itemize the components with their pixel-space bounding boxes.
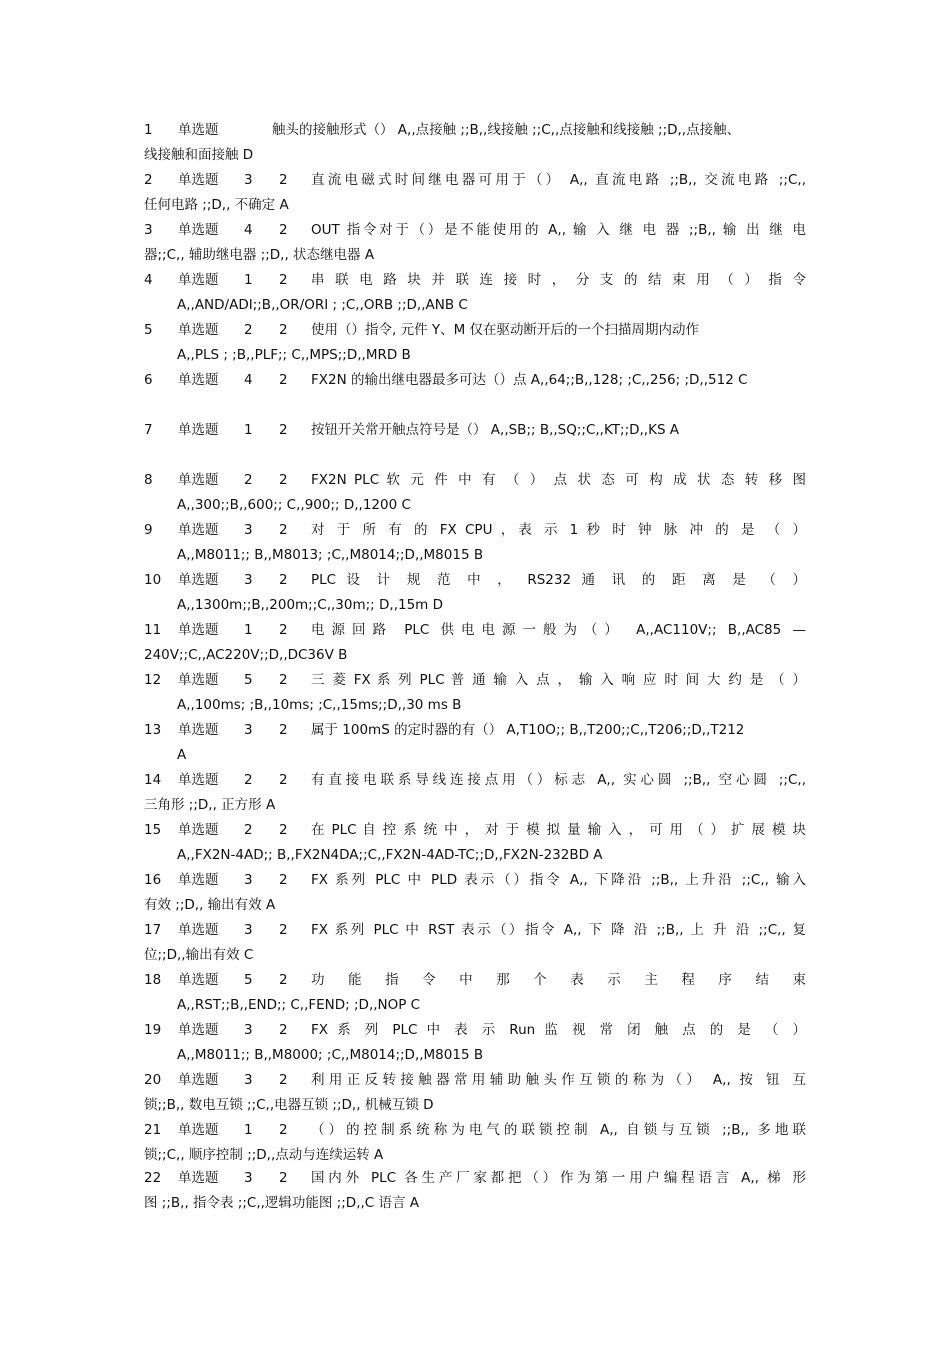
- question-score: 2: [279, 972, 288, 988]
- question-line: [144, 1118, 806, 1143]
- question-text: FX2N 的输出继电器最多可达（）点 A,,64;;B,,128; ;C,,256; ;D,,512 C: [311, 372, 748, 388]
- question-item: [144, 918, 806, 968]
- question-type: 单选题: [178, 122, 219, 138]
- question-score: 2: [279, 622, 288, 638]
- question-line: [144, 618, 806, 643]
- question-item: [144, 468, 806, 518]
- question-line: [144, 268, 806, 293]
- question-difficulty: 3: [244, 1170, 253, 1186]
- question-continuation: A,,100ms; ;B,,10ms; ;C,,15ms;;D,,30 ms B: [177, 697, 462, 713]
- question-type: 单选题: [178, 572, 219, 588]
- question-number: 12: [144, 672, 162, 688]
- question-type: 单选题: [178, 922, 219, 938]
- question-item: [144, 968, 806, 1018]
- question-text: 属于 100mS 的定时器的有（） A,T10O;; B,,T200;;C,,T206;;D,,T212: [311, 722, 745, 738]
- question-number: 9: [144, 522, 153, 538]
- question-number: 20: [144, 1072, 162, 1088]
- question-difficulty: 1: [244, 422, 253, 438]
- question-difficulty: 3: [244, 522, 253, 538]
- question-item: [144, 168, 806, 218]
- question-type: 单选题: [178, 722, 219, 738]
- question-item: [144, 218, 806, 268]
- question-continuation: A,,1300m;;B,,200m;;C,,30m;; D,,15m D: [177, 597, 443, 613]
- question-text: 使用（）指令, 元件 Y、M 仅在驱动断开后的一个扫描周期内动作: [311, 322, 700, 338]
- question-text: 利用正反转接触器常用辅助触头作互锁的称为（） A,, 按 钮 互: [311, 1072, 806, 1088]
- question-text: FX 系 列 PLC 中 表 示 Run 监 视 常 闭 触 点 的 是 （ ）: [311, 1022, 806, 1038]
- question-line: [144, 318, 806, 343]
- question-score: 2: [279, 522, 288, 538]
- question-continuation: A,,M8011;; B,,M8013; ;C,,M8014;;D,,M8015 B: [177, 547, 484, 563]
- question-number: 19: [144, 1022, 162, 1038]
- question-continuation: 器;;C,, 辅助继电器 ;;D,, 状态继电器 A: [144, 247, 375, 263]
- question-text: 对 于 所 有 的 FX CPU ，表 示 1 秒 时 钟 脉 冲 的 是 （ ）: [311, 522, 806, 538]
- question-score: 2: [279, 772, 288, 788]
- question-line: [144, 518, 806, 543]
- question-difficulty: 1: [244, 272, 253, 288]
- question-line: [144, 1018, 806, 1043]
- question-number: 1: [144, 122, 153, 138]
- question-score: 2: [279, 1170, 288, 1186]
- question-difficulty: 3: [244, 722, 253, 738]
- question-number: 7: [144, 422, 153, 438]
- question-text: 三 菱 FX 系 列 PLC 普 通 输 入 点 ， 输 入 响 应 时 间 大 约 是 （ ）: [311, 672, 806, 688]
- question-continuation: A,,300;;B,,600;; C,,900;; D,,1200 C: [177, 497, 411, 513]
- question-number: 2: [144, 172, 153, 188]
- question-continuation: 锁;;C,, 顺序控制 ;;D,,点动与连续运转 A: [144, 1147, 384, 1163]
- question-number: 3: [144, 222, 153, 238]
- question-type: 单选题: [178, 622, 219, 638]
- question-item: [144, 418, 806, 443]
- question-difficulty: 1: [244, 622, 253, 638]
- question-number: 15: [144, 822, 162, 838]
- question-continuation: 位;;D,,输出有效 C: [144, 947, 254, 963]
- question-line: [144, 868, 806, 893]
- question-text: FX 系列 PLC 中 PLD 表示（）指令 A,, 下降沿 ;;B,, 上升沿 ;;C,, 输入: [311, 872, 806, 888]
- question-type: 单选题: [178, 322, 219, 338]
- question-score: 2: [279, 572, 288, 588]
- question-line: [144, 1068, 806, 1093]
- question-score: 2: [279, 872, 288, 888]
- question-line: [144, 168, 806, 193]
- question-score: 2: [279, 722, 288, 738]
- question-text: PLC 设 计 规 范 中 ， RS232 通 讯 的 距 离 是 （ ）: [311, 572, 806, 588]
- question-difficulty: 3: [244, 172, 253, 188]
- question-type: 单选题: [178, 822, 219, 838]
- question-text: 电源回路 PLC 供电电源一般为（） A,,AC110V;; B,,AC85 —: [311, 622, 806, 638]
- question-text: 触头的接触形式（） A,,点接触 ;;B,,线接触 ;;C,,点接触和线接触 ;;D,,点接触、: [272, 122, 741, 138]
- question-text: 有直接电联系导线连接点用（）标志 A,, 实心圆 ;;B,, 空心圆 ;;C,,: [311, 772, 806, 788]
- question-difficulty: 3: [244, 922, 253, 938]
- question-continuation: A,,M8011;; B,,M8000; ;C,,M8014;;D,,M8015 B: [177, 1047, 484, 1063]
- question-text: 按钮开关常开触点符号是（） A,,SB;; B,,SQ;;C,,KT;;D,,KS A: [311, 422, 680, 438]
- question-difficulty: 5: [244, 672, 253, 688]
- question-difficulty: 3: [244, 1072, 253, 1088]
- question-number: 8: [144, 472, 153, 488]
- question-item: [144, 668, 806, 718]
- question-type: 单选题: [178, 972, 219, 988]
- question-difficulty: 1: [244, 1122, 253, 1138]
- question-difficulty: 2: [244, 472, 253, 488]
- question-line: [144, 568, 806, 593]
- question-difficulty: 2: [244, 822, 253, 838]
- question-number: 4: [144, 272, 153, 288]
- question-difficulty: 4: [244, 372, 253, 388]
- question-line: [144, 818, 806, 843]
- question-type: 单选题: [178, 272, 219, 288]
- question-difficulty: 2: [244, 772, 253, 788]
- question-continuation: 三角形 ;;D,, 正方形 A: [144, 797, 276, 813]
- question-score: 2: [279, 422, 288, 438]
- question-continuation: A: [177, 747, 187, 763]
- question-score: 2: [279, 222, 288, 238]
- question-number: 16: [144, 872, 162, 888]
- question-item: [144, 1166, 806, 1216]
- question-line: [144, 118, 806, 143]
- question-continuation: A,,AND/ADI;;B,,OR/ORI ; ;C,,ORB ;;D,,ANB C: [177, 297, 468, 313]
- question-type: 单选题: [178, 772, 219, 788]
- question-item: [144, 1068, 806, 1118]
- question-score: 2: [279, 1022, 288, 1038]
- question-number: 17: [144, 922, 162, 938]
- question-type: 单选题: [178, 672, 219, 688]
- question-number: 22: [144, 1170, 162, 1186]
- question-number: 11: [144, 622, 162, 638]
- question-score: 2: [279, 172, 288, 188]
- question-continuation: 任何电路 ;;D,, 不确定 A: [144, 197, 289, 213]
- question-difficulty: 5: [244, 972, 253, 988]
- question-score: 2: [279, 322, 288, 338]
- question-item: [144, 1018, 806, 1068]
- question-difficulty: 2: [244, 322, 253, 338]
- question-item: [144, 318, 806, 368]
- question-continuation: 240V;;C,,AC220V;;D,,DC36V B: [144, 647, 348, 663]
- question-number: 14: [144, 772, 162, 788]
- question-item: [144, 1118, 806, 1168]
- question-item: [144, 268, 806, 318]
- question-number: 13: [144, 722, 162, 738]
- question-number: 21: [144, 1122, 162, 1138]
- question-number: 6: [144, 372, 153, 388]
- question-number: 10: [144, 572, 162, 588]
- question-type: 单选题: [178, 372, 219, 388]
- question-text: FX 系列 PLC 中 RST 表示（）指令 A,, 下 降 沿 ;;B,, 上 升 沿 ;;C,, 复: [311, 922, 806, 938]
- question-line: [144, 418, 806, 443]
- question-item: [144, 518, 806, 568]
- question-type: 单选题: [178, 522, 219, 538]
- question-type: 单选题: [178, 1022, 219, 1038]
- question-item: [144, 768, 806, 818]
- question-item: [144, 868, 806, 918]
- question-score: 2: [279, 1072, 288, 1088]
- question-item: [144, 118, 806, 168]
- question-score: 2: [279, 922, 288, 938]
- question-text: FX2N PLC 软 元 件 中 有 （ ） 点 状 态 可 构 成 状 态 转 移 图: [311, 472, 806, 488]
- question-score: 2: [279, 472, 288, 488]
- question-type: 单选题: [178, 472, 219, 488]
- question-continuation: A,,RST;;B,,END;; C,,FEND; ;D,,NOP C: [177, 997, 421, 1013]
- question-text: （）的控制系统称为电气的联锁控制 A,, 自锁与互锁 ;;B,, 多地联: [311, 1122, 806, 1138]
- question-type: 单选题: [178, 222, 219, 238]
- question-text: 在 PLC 自 控 系 统 中 ， 对 于 模 拟 量 输 入 ， 可 用 （ ） 扩 展 模 块: [311, 822, 806, 838]
- question-line: [144, 668, 806, 693]
- question-type: 单选题: [178, 1072, 219, 1088]
- question-continuation: 图 ;;B,, 指令表 ;;C,,逻辑功能图 ;;D,,C 语言 A: [144, 1195, 420, 1211]
- question-line: [144, 468, 806, 493]
- question-item: [144, 618, 806, 668]
- question-continuation: 线接触和面接触 D: [144, 147, 254, 163]
- question-score: 2: [279, 822, 288, 838]
- question-item: [144, 568, 806, 618]
- question-line: [144, 918, 806, 943]
- question-line: [144, 1166, 806, 1191]
- question-number: 18: [144, 972, 162, 988]
- question-difficulty: 3: [244, 1022, 253, 1038]
- question-text: 串 联 电 路 块 并 联 连 接 时 ， 分 支 的 结 束 用 （ ） 指 令: [311, 272, 806, 288]
- question-item: [144, 718, 806, 768]
- question-type: 单选题: [178, 872, 219, 888]
- question-type: 单选题: [178, 172, 219, 188]
- question-item: [144, 818, 806, 868]
- question-number: 5: [144, 322, 153, 338]
- question-difficulty: 4: [244, 222, 253, 238]
- question-score: 2: [279, 272, 288, 288]
- question-continuation: A,,PLS ; ;B,,PLF;; C,,MPS;;D,,MRD B: [177, 347, 411, 363]
- question-type: 单选题: [178, 1122, 219, 1138]
- question-difficulty: 3: [244, 572, 253, 588]
- question-line: [144, 968, 806, 993]
- question-type: 单选题: [178, 422, 219, 438]
- question-text: 直流电磁式时间继电器可用于（） A,, 直流电路 ;;B,, 交流电路 ;;C,,: [311, 172, 806, 188]
- question-continuation: 有效 ;;D,, 输出有效 A: [144, 897, 276, 913]
- question-text: 功 能 指 令 中 那 个 表 示 主 程 序 结 束: [311, 972, 806, 988]
- question-line: [144, 718, 806, 743]
- question-score: 2: [279, 1122, 288, 1138]
- question-line: [144, 768, 806, 793]
- question-type: 单选题: [178, 1170, 219, 1186]
- question-difficulty: 3: [244, 872, 253, 888]
- question-score: 2: [279, 672, 288, 688]
- question-continuation: 锁;;B,, 数电互锁 ;;C,,电器互锁 ;;D,, 机械互锁 D: [144, 1097, 434, 1113]
- question-line: [144, 368, 806, 393]
- question-line: [144, 218, 806, 243]
- question-score: 2: [279, 372, 288, 388]
- question-text: 国内外 PLC 各生产厂家都把（）作为第一用户编程语言 A,, 梯 形: [311, 1170, 806, 1186]
- question-item: [144, 368, 806, 393]
- question-text: OUT 指令对于（）是不能使用的 A,, 输 入 继 电 器 ;;B,, 输 出 继 电: [311, 222, 806, 238]
- question-continuation: A,,FX2N-4AD;; B,,FX2N4DA;;C,,FX2N-4AD-TC;;D,,FX2N-232BD A: [177, 847, 603, 863]
